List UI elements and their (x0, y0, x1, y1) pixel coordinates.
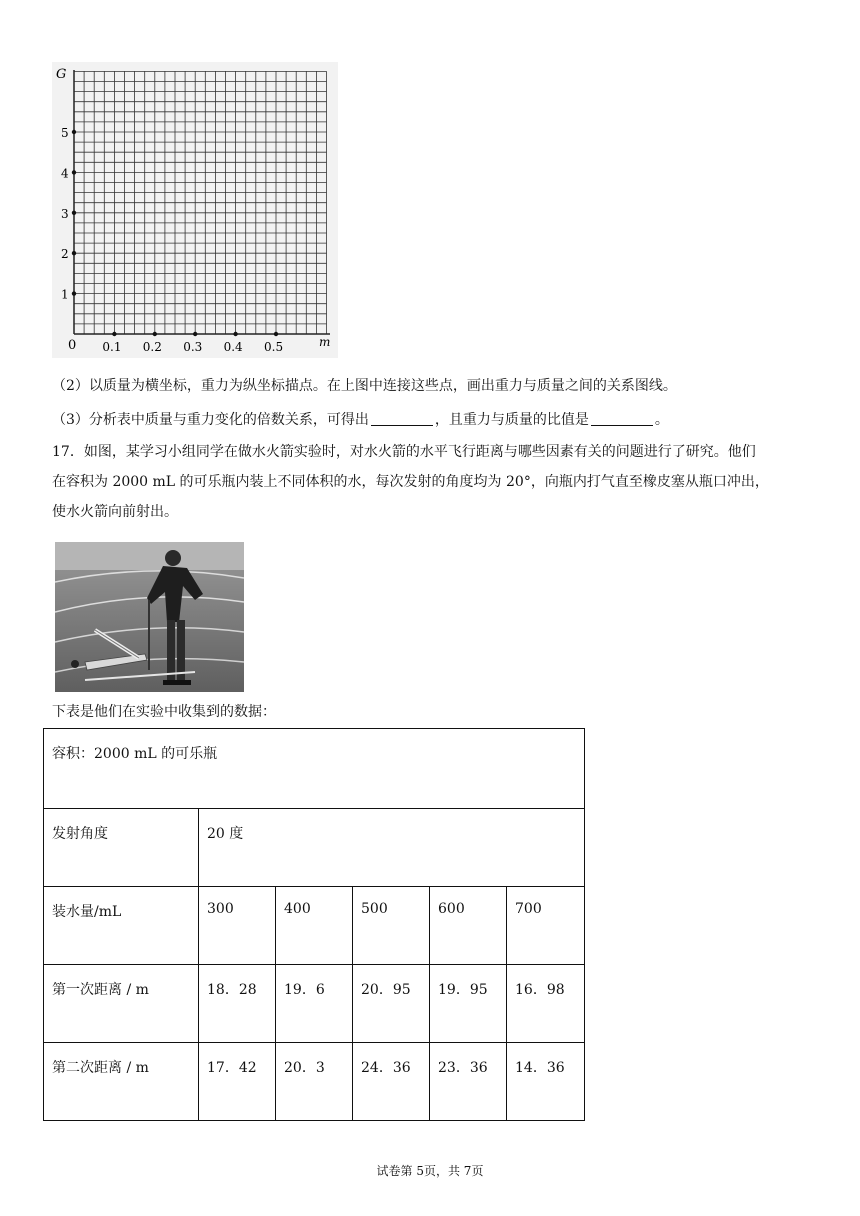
question-3 (52, 410, 669, 430)
second-distance-cell: 23．36 (430, 1043, 507, 1121)
water-cell: 500 (353, 887, 430, 965)
table-row-second-distance (44, 1043, 585, 1121)
q17-line-2: 在容积为 2000 mL 的可乐瓶内装上不同体积的水，每次发射的角度均为 20°，向瓶内打气直至橡皮塞从瓶口冲出， (52, 474, 769, 490)
water-label-cell: 装水量/mL (44, 887, 199, 965)
x-tick-label: 0.5 (264, 340, 284, 354)
x-tick-label: 0.3 (183, 340, 203, 354)
question-17 (52, 437, 812, 527)
water-cell: 600 (430, 887, 507, 965)
second-distance-cell: 17．42 (199, 1043, 276, 1121)
answer-blank-1[interactable] (371, 411, 433, 426)
q3-text-1: （3）分析表中质量与重力变化的倍数关系，可得出 (52, 412, 369, 428)
angle-value-cell: 20 度 (199, 809, 585, 887)
angle-label-cell: 发射角度 (44, 809, 199, 887)
q17-line-3: 使水火箭向前射出。 (52, 504, 178, 520)
x-tick-dot (193, 332, 197, 336)
x-tick-label: 0.1 (102, 340, 122, 354)
grid-svg (52, 62, 338, 358)
x-tick-dot (274, 332, 278, 336)
x-tick-label: 0.2 (142, 340, 162, 354)
y-tick-label: 2 (61, 247, 69, 262)
table-row-first-distance (44, 965, 585, 1043)
first-distance-cell: 18．28 (199, 965, 276, 1043)
table-intro: 下表是他们在实验中收集到的数据： (52, 704, 276, 720)
first-label-cell: 第一次距离 / m (44, 965, 199, 1043)
answer-blank-2[interactable] (591, 411, 653, 426)
first-distance-cell: 19．6 (276, 965, 353, 1043)
water-cell: 300 (199, 887, 276, 965)
origin-label: 0 (68, 338, 77, 353)
second-distance-cell: 20．3 (276, 1043, 353, 1121)
y-tick-dot (72, 211, 76, 215)
x-tick-dot (112, 332, 116, 336)
y-tick-label: 1 (61, 287, 69, 302)
y-tick-dot (72, 251, 76, 255)
table-row-water (44, 887, 585, 965)
y-tick-dot (72, 130, 76, 134)
first-distance-cell: 19．95 (430, 965, 507, 1043)
x-tick-dot (153, 332, 157, 336)
x-tick-label: 0.4 (223, 340, 243, 354)
y-axis-label: G (56, 67, 67, 82)
data-table (43, 728, 585, 1121)
first-distance-cell: 16．98 (507, 965, 585, 1043)
q17-line-1: 17．如图，某学习小组同学在做水火箭实验时，对水火箭的水平飞行距离与哪些因素有关的问题进行了研究。他们 (52, 444, 756, 460)
first-distance-cell: 20．95 (353, 965, 430, 1043)
water-cell: 700 (507, 887, 585, 965)
q3-text-3: 。 (654, 412, 669, 428)
coordinate-grid (52, 62, 338, 358)
second-distance-cell: 24．36 (353, 1043, 430, 1121)
water-cell: 400 (276, 887, 353, 965)
page-footer: 试卷第 5页，共 7页 (376, 1164, 484, 1178)
table-row-capacity (44, 729, 585, 809)
x-axis-label: m (319, 335, 331, 349)
y-tick-label: 5 (61, 126, 69, 140)
table-row-angle (44, 809, 585, 887)
q3-text-2: ，且重力与质量的比值是 (434, 412, 589, 428)
capacity-cell: 容积：2000 mL 的可乐瓶 (44, 729, 585, 809)
y-tick-dot (72, 170, 76, 174)
x-tick-dot (233, 332, 237, 336)
second-distance-cell: 14．36 (507, 1043, 585, 1121)
y-tick-label: 3 (61, 206, 69, 221)
y-tick-dot (72, 291, 76, 295)
second-label-cell: 第二次距离 / m (44, 1043, 199, 1121)
y-tick-label: 4 (61, 166, 69, 181)
water-rocket-photo (55, 542, 244, 692)
question-2: （2）以质量为横坐标，重力为纵坐标描点。在上图中连接这些点，画出重力与质量之间的关系图线。 (52, 378, 677, 394)
